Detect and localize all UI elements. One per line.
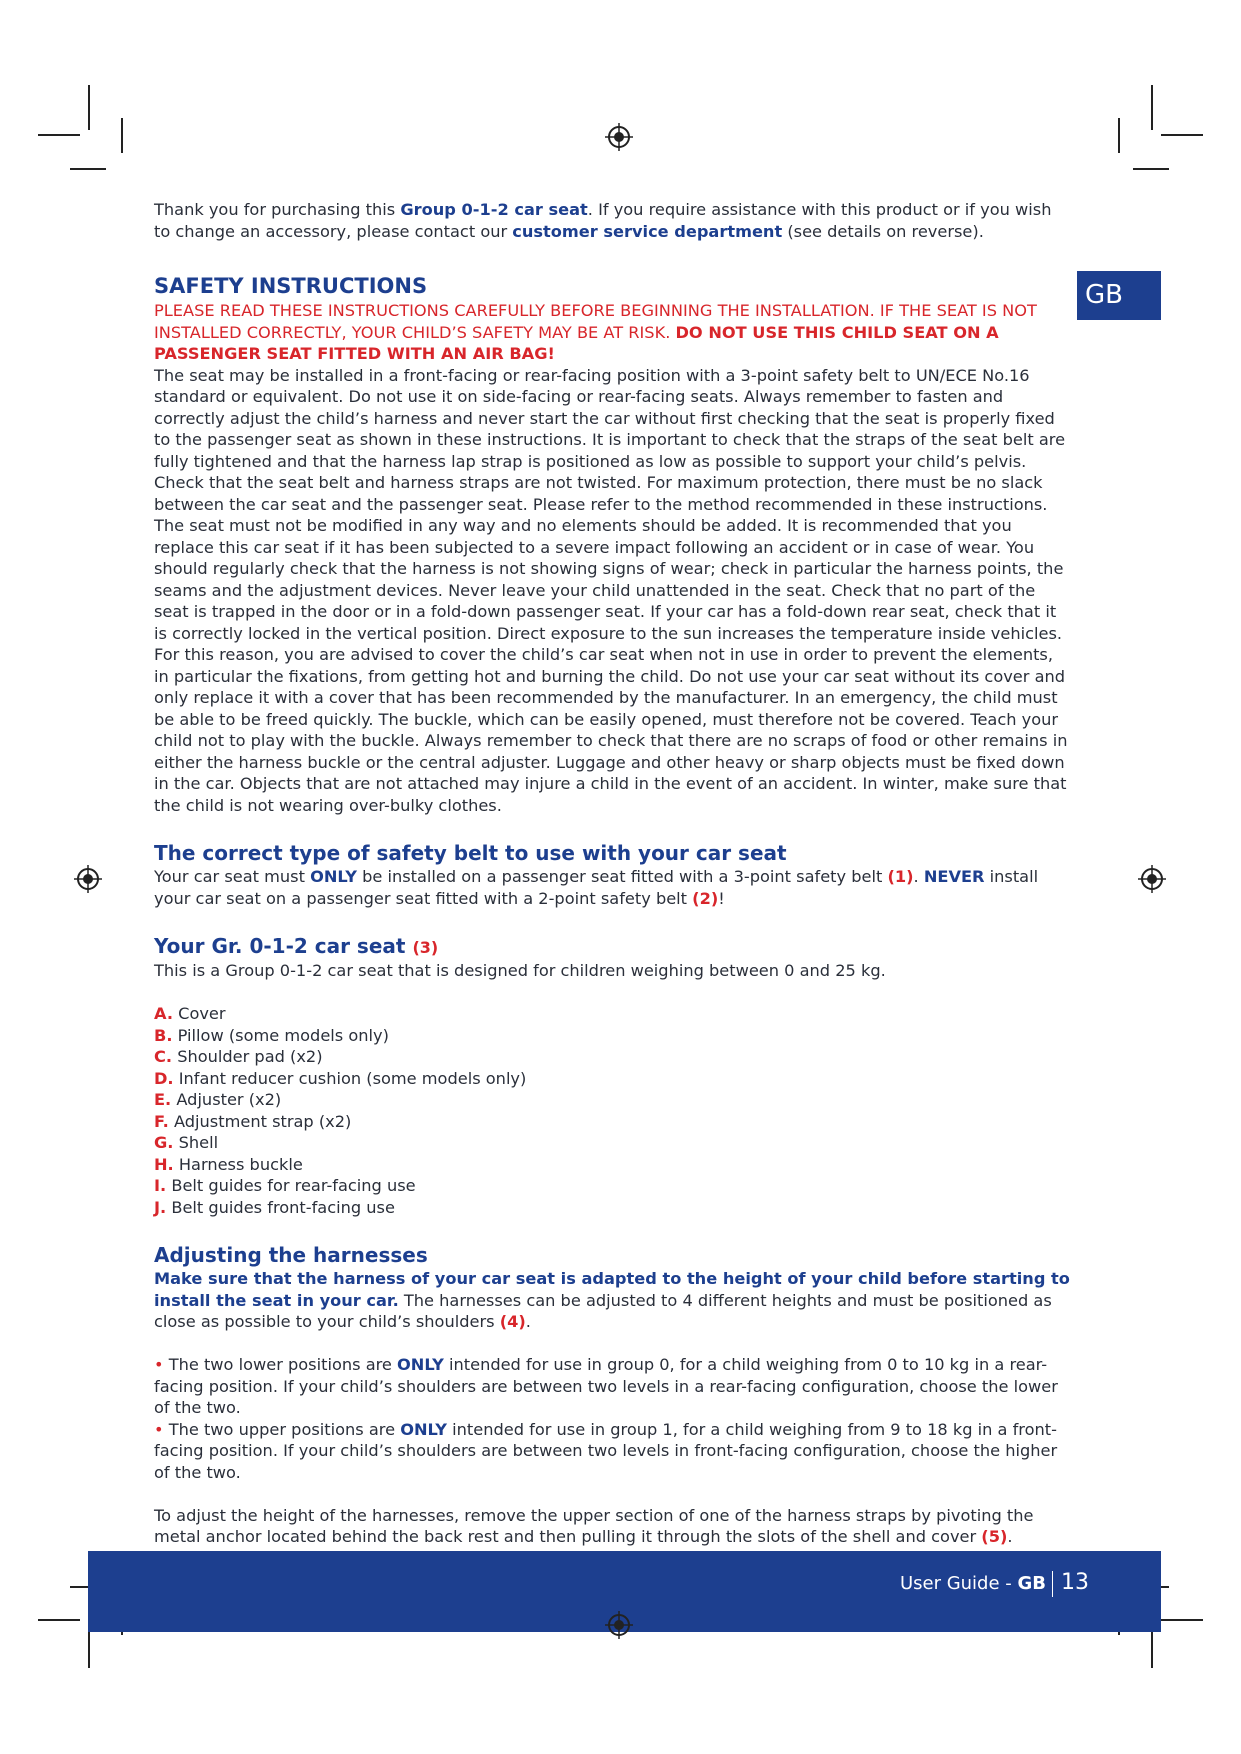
list-item: D. Infant reducer cushion (some models only) xyxy=(154,1068,527,1088)
footer-label: User Guide - GB 13 xyxy=(899,1570,1089,1595)
list-item: H. Harness buckle xyxy=(154,1154,303,1174)
registration-target-icon xyxy=(73,864,103,894)
safety-warning: PLEASE READ THESE INSTRUCTIONS CAREFULLY BEFORE BEGINNING THE INSTALLATION. IF THE SEAT IS NOT INSTALLED CORRECTLY, YOUR CHILD’S SAFETY MAY BE AT RISK. DO NOT USE THIS CHILD SEAT ON A PASSENGER SEAT FITTED WITH AN AIR BAG! xyxy=(154,301,1037,363)
footer-divider xyxy=(1052,1571,1053,1597)
harness-intro: Make sure that the harness of your car seat is adapted to the height of your child before starting to install the seat in your car. The harnesses can be adjusted to 4 different heights and must be positioned as close as possible to your child’s shoulders (4). xyxy=(154,1269,1070,1331)
crop-mark xyxy=(38,1619,80,1621)
bullet-icon: • xyxy=(154,1419,164,1439)
registration-target-icon xyxy=(1137,864,1167,894)
page-content xyxy=(154,199,1072,1569)
crop-mark xyxy=(38,134,80,136)
parts-list xyxy=(154,1003,1072,1218)
safety-body: The seat may be installed in a front-facing or rear-facing position with a 3-point safety belt to UN/ECE No.16 standard or equivalent. Do not use it on side-facing or rear-facing seats. Always remember to fasten and correctly adjust the child’s harness and never start the car without first checking that the seat is properly fixed to the passenger seat as shown in these instructions. It is important to check that the straps of the seat belt are fully tightened and that the harness lap strap is positioned as low as possible to support your child’s pelvis. Check that the seat belt and harness straps are not twisted. For maximum protection, there must be no slack between the car seat and the passenger seat. Please refer to the method recommended in these instructions. The seat must not be modified in any way and no elements should be added. It is recommended that you replace this car seat if it has been subjected to a severe impact following an accident or in case of wear. You should regularly check that the harness is not showing signs of wear; check in particular the harness points, the seams and the adjustment devices. Never leave your child unattended in the seat. Check that no part of the seat is trapped in the door or in a fold-down passenger seat. If your car has a fold-down rear seat, check that it is correctly locked in the vertical position. Direct exposure to the sun increases the temperature inside vehicles. For this reason, you are advised to cover the child’s car seat when not in use in order to prevent the elements, in particular the fixations, from getting hot and burning the child. Do not use your car seat without its cover and only replace it with a cover that has been recommended by the manufacturer. In an emergency, the child must be able to be freed quickly. The buckle, which can be easily opened, must therefore not be covered. Teach your child not to play with the buckle. Always remember to check that there are no scraps of food or other remains in either the harness buckle or the central adjuster. Luggage and other heavy or sharp objects must be fixed down in the car. Objects that are not attached may injure a child in the event of an accident. In winter, make sure that the child is not wearing over-bulky clothes. xyxy=(154,365,1068,815)
list-item: B. Pillow (some models only) xyxy=(154,1025,389,1045)
airbag-warning: DO NOT USE THIS CHILD SEAT ON A PASSENGER SEAT FITTED WITH AN AIR BAG! xyxy=(154,322,999,363)
list-item: F. Adjustment strap (x2) xyxy=(154,1111,352,1131)
list-item: I. Belt guides for rear-facing use xyxy=(154,1176,416,1195)
intro-paragraph: Thank you for purchasing this Group 0-1-2 car seat. If you require assistance with this product or if you wish to change an accessory, please contact our customer service department (see details on reverse). xyxy=(154,200,1052,241)
list-item: E. Adjuster (x2) xyxy=(154,1090,282,1109)
harness-bullet-lower: • The two lower positions are ONLY intended for use in group 0, for a child weighing from 0 to 10 kg in a rear-facing position. If your child’s shoulders are between two levels in a rear-facing configuration, choose the lower of the two. xyxy=(154,1355,1058,1417)
crop-mark xyxy=(121,118,123,153)
safety-heading: SAFETY INSTRUCTIONS xyxy=(154,274,428,298)
harness-heading: Adjusting the harnesses xyxy=(154,1243,428,1267)
product-name: Group 0-1-2 car seat xyxy=(400,200,588,219)
harness-adjust-paragraph: To adjust the height of the harnesses, remove the upper section of one of the harness straps by pivoting the metal anchor located behind the back rest and then pulling it through the slots of the shell and cover (5). xyxy=(154,1505,1034,1546)
customer-service-link: customer service department xyxy=(512,221,783,241)
registration-target-icon xyxy=(604,122,634,152)
crop-mark xyxy=(1133,168,1169,170)
seat-description: This is a Group 0-1-2 car seat that is designed for children weighing between 0 and 25 kg. xyxy=(154,961,886,980)
crop-mark xyxy=(1118,118,1120,153)
language-tab: GB xyxy=(1077,271,1161,320)
list-item: A. Cover xyxy=(154,1004,226,1023)
belt-heading: The correct type of safety belt to use with your car seat xyxy=(154,841,787,865)
bullet-icon: • xyxy=(154,1355,164,1374)
list-item: C. Shoulder pad (x2) xyxy=(154,1047,323,1066)
belt-paragraph: Your car seat must ONLY be installed on a passenger seat fitted with a 3-point safety belt (1). NEVER install your car seat on a passenger seat fitted with a 2-point safety belt (2)! xyxy=(154,867,1039,908)
list-item: J. Belt guides front-facing use xyxy=(154,1197,395,1217)
crop-mark xyxy=(70,168,106,170)
crop-mark xyxy=(1151,85,1153,130)
seat-heading: Your Gr. 0-1-2 car seat (3) xyxy=(154,934,439,958)
crop-mark xyxy=(88,85,90,130)
crop-mark xyxy=(1161,1619,1203,1621)
harness-bullet-upper: • The two upper positions are ONLY intended for use in group 1, for a child weighing from 9 to 18 kg in a front-facing position. If your child’s shoulders are between two levels in front-facing configuration, choose the higher of the two. xyxy=(154,1419,1058,1482)
list-item: G. Shell xyxy=(154,1133,219,1152)
page-number: 13 xyxy=(1061,1570,1089,1595)
registration-target-icon xyxy=(604,1610,634,1640)
crop-mark xyxy=(1161,134,1203,136)
